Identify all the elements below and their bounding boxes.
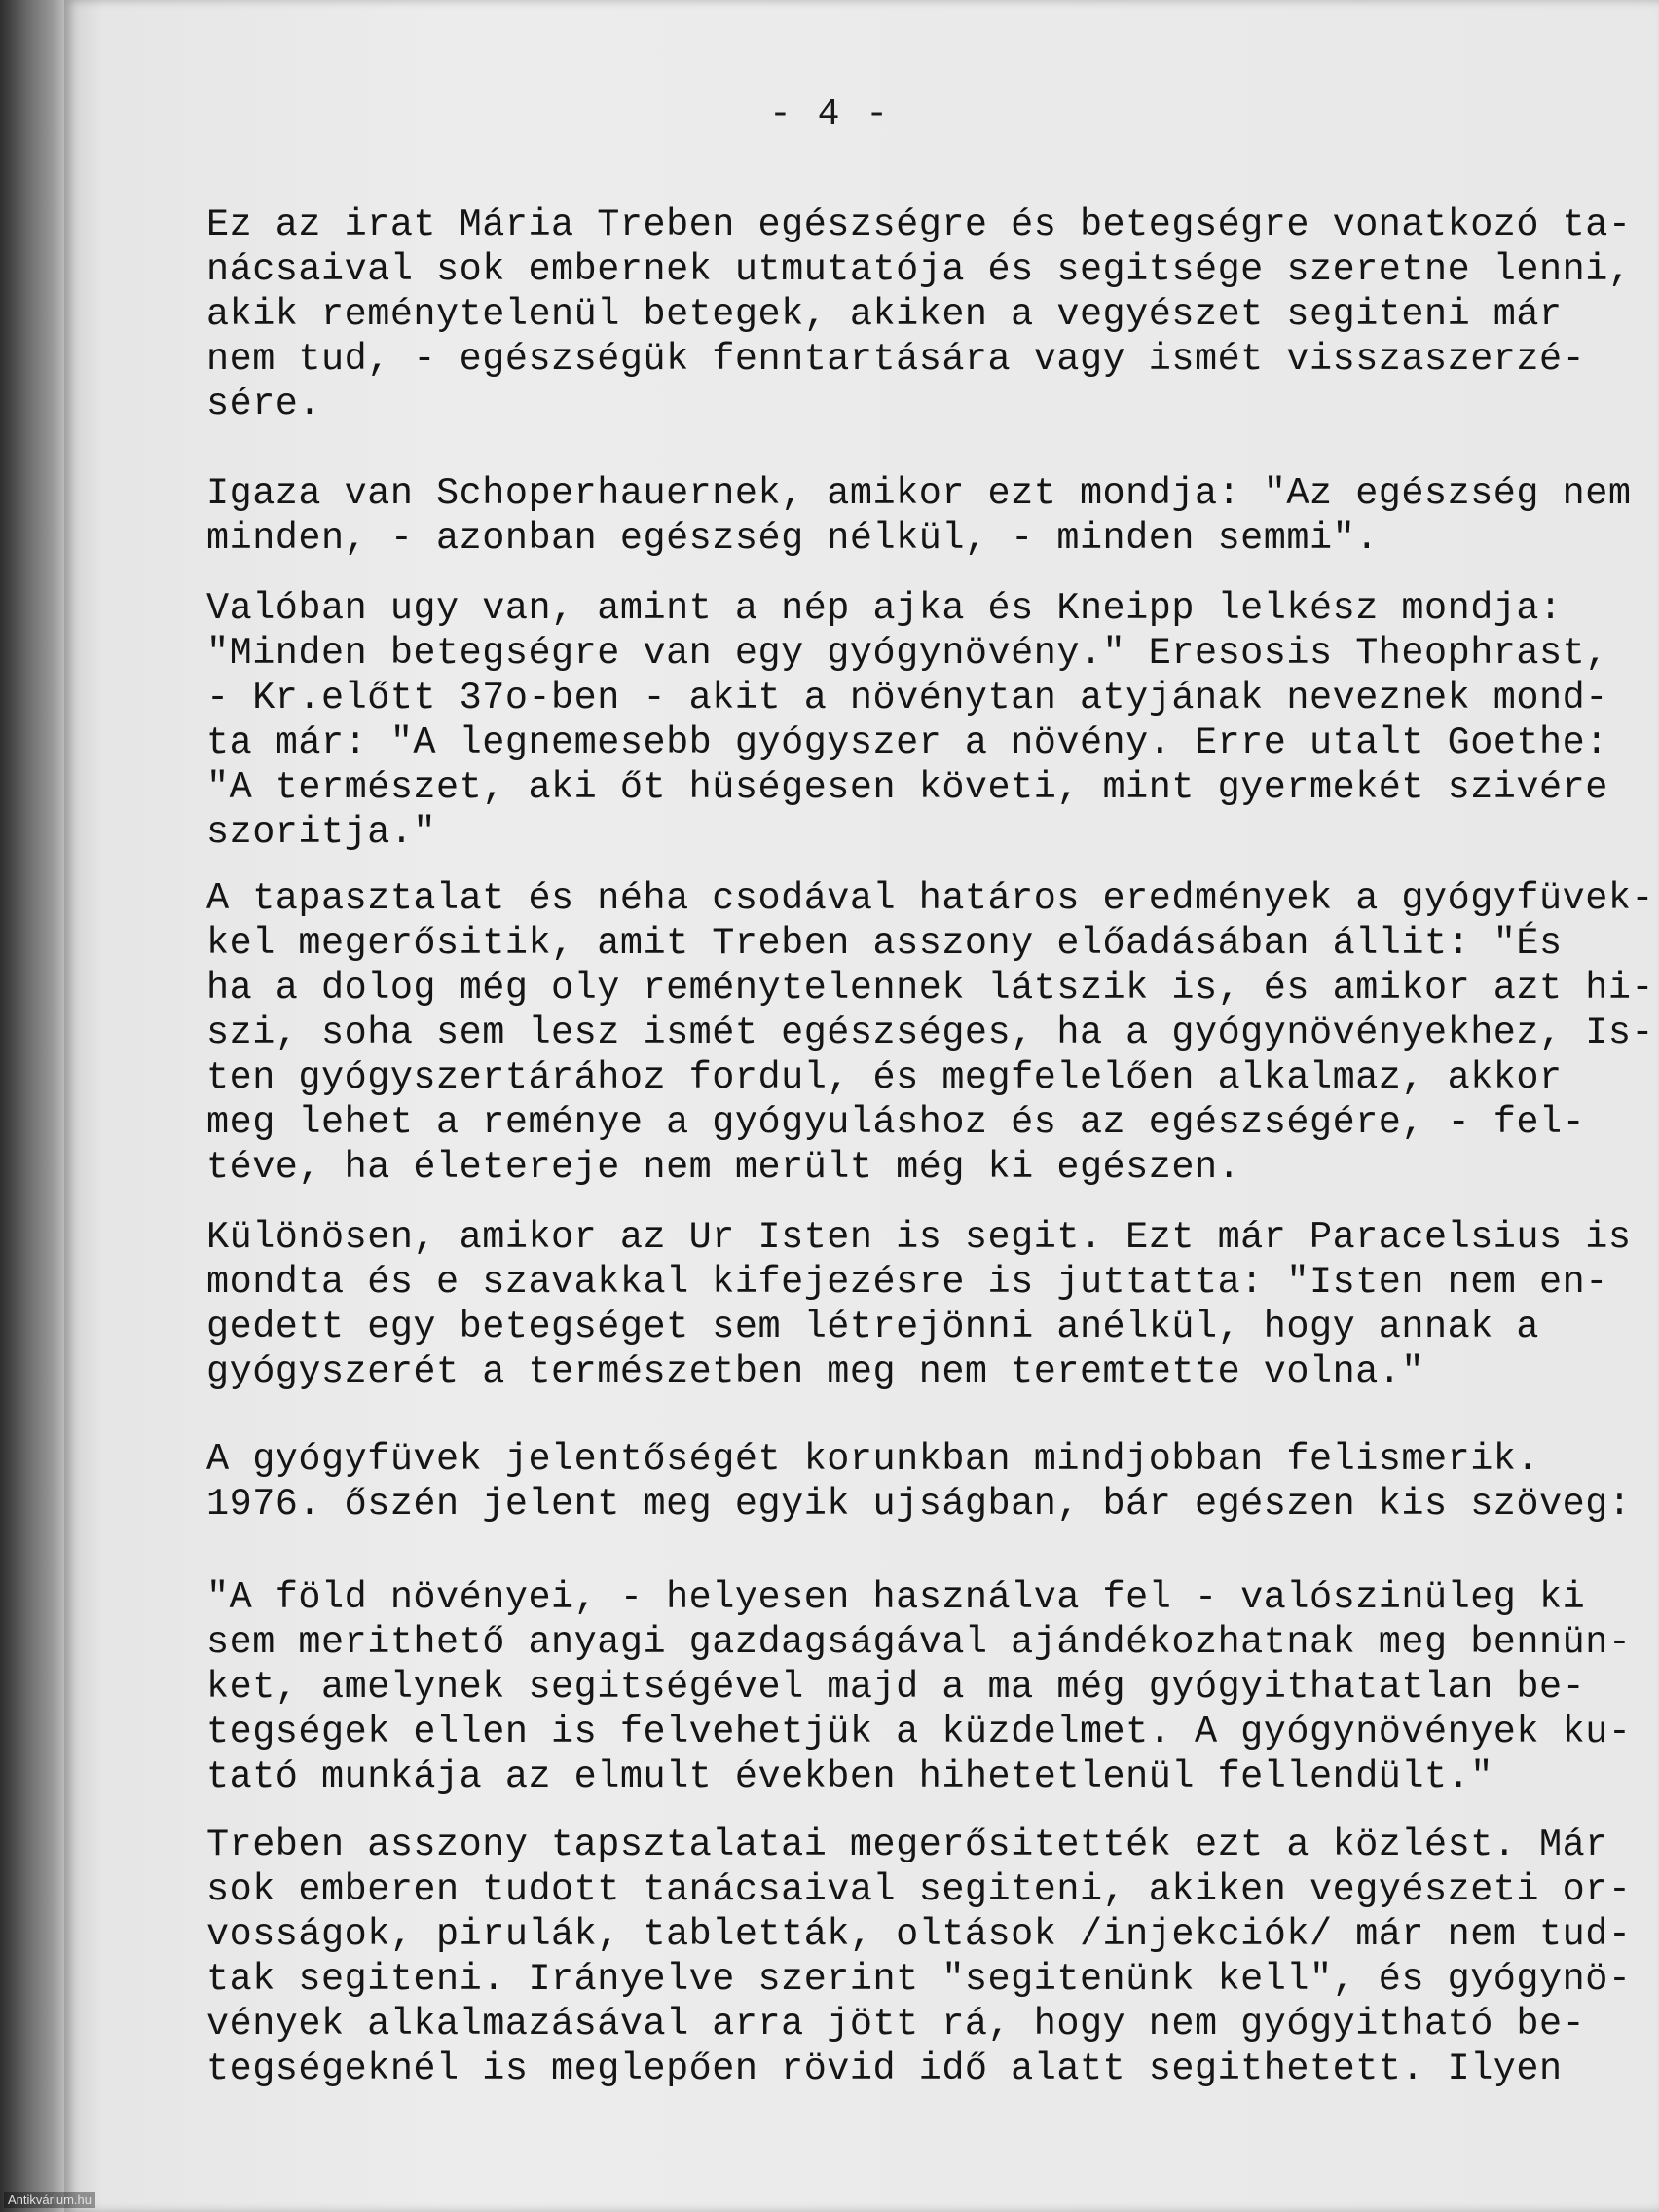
text-line: akik reménytelenül betegek, akiken a vegyészet segiteni már: [206, 293, 1563, 336]
text-line: szoritja.": [206, 811, 437, 854]
text-line: tegségeknél is meglepően rövid idő alatt segithetett. Ilyen: [206, 2047, 1563, 2090]
paragraph-intro: [206, 203, 1632, 426]
paragraph-paracelsus: [206, 1215, 1632, 1394]
text-line: A tapasztalat és néha csodával határos eredmények a gyógyfüvek-: [206, 877, 1655, 920]
text-line: "A természet, aki őt hüségesen követi, mint gyermekét szivére: [206, 766, 1608, 809]
text-line: vények alkalmazásával arra jött rá, hogy nem gyógyitható be-: [206, 2003, 1586, 2046]
text-line: Ez az irat Mária Treben egészségre és betegségre vonatkozó ta-: [206, 203, 1632, 246]
page-number: - 4 -: [768, 93, 891, 135]
paragraph-kneipp-theophrast: [206, 586, 1628, 855]
text-line: gyógyszerét a természetben meg nem teremtette volna.": [206, 1350, 1424, 1393]
text-line: sok emberen tudott tanácsaival segiteni, akiken vegyészeti or-: [206, 1868, 1632, 1911]
text-line: szi, soha sem lesz ismét egészséges, ha a gyógynövényekhez, Is-: [206, 1012, 1655, 1054]
text-line: 1976. őszén jelent meg egyik ujságban, bár egészen kis szöveg:: [206, 1483, 1632, 1526]
paragraph-schopenhauer-quote: [206, 471, 1632, 561]
paragraph-treben-experience: [206, 1823, 1632, 2091]
text-line: nem tud, - egészségük fenntartására vagy ismét visszaszerzé-: [206, 338, 1586, 381]
text-line: ten gyógyszertárához fordul, és megfelelően alkalmaz, akkor: [206, 1056, 1563, 1099]
paragraph-experience: [206, 876, 1655, 1190]
text-line: sem merithető anyagi gazdagságával ajándékozhatnak meg bennün-: [206, 1621, 1632, 1664]
text-line: A gyógyfüvek jelentőségét korunkban mindjobban felismerik.: [206, 1438, 1540, 1481]
text-line: Különösen, amikor az Ur Isten is segit. Ezt már Paracelsius is: [206, 1216, 1632, 1259]
text-line: téve, ha életereje nem merült még ki egészen.: [206, 1146, 1241, 1189]
book-binding-edge: [0, 0, 68, 2212]
text-line: Treben asszony tapsztalatai megerősitették ezt a közlést. Már: [206, 1824, 1608, 1866]
text-line: Igaza van Schoperhauernek, amikor ezt mondja: "Az egészség nem: [206, 472, 1632, 515]
text-line: "Minden betegségre van egy gyógynövény." Eresosis Theophrast,: [206, 632, 1608, 675]
text-line: meg lehet a reménye a gyógyuláshoz és az egészségére, - fel-: [206, 1101, 1586, 1144]
text-line: tak segiteni. Irányelve szerint "segitenünk kell", és gyógynö-: [206, 1958, 1632, 2001]
text-line: ket, amelynek segitségével majd a ma még gyógyithatatlan be-: [206, 1666, 1586, 1709]
text-line: vosságok, pirulák, tabletták, oltások /injekciók/ már nem tud-: [206, 1913, 1632, 1956]
paragraph-significance: [206, 1437, 1632, 1527]
text-line: ta már: "A legnemesebb gyógyszer a növény. Erre utalt Goethe:: [206, 721, 1608, 764]
text-line: tegségek ellen is felvehetjük a küzdelmet. A gyógynövények ku-: [206, 1711, 1632, 1753]
text-line: Valóban ugy van, amint a nép ajka és Kneipp lelkész mondja:: [206, 587, 1563, 630]
paragraph-newspaper-quote: [206, 1575, 1632, 1799]
text-line: kel megerősitik, amit Treben asszony előadásában állit: "És: [206, 922, 1563, 965]
text-line: mondta és e szavakkal kifejezésre is juttatta: "Isten nem en-: [206, 1261, 1608, 1304]
text-line: gedett egy betegséget sem létrejönni anélkül, hogy annak a: [206, 1306, 1540, 1348]
text-line: ha a dolog még oly reménytelennek látszik is, és amikor azt hi-: [206, 967, 1655, 1010]
text-line: nácsaival sok embernek utmutatója és segitsége szeretne lenni,: [206, 248, 1632, 291]
text-line: sére.: [206, 383, 322, 425]
text-line: tató munkája az elmult években hihetetlenül fellendült.": [206, 1755, 1493, 1798]
text-line: - Kr.előtt 37o-ben - akit a növénytan atyjának neveznek mond-: [206, 677, 1608, 719]
watermark-label: Antikvárium.hu: [4, 2192, 95, 2208]
text-line: "A föld növényei, - helyesen használva fel - valószinüleg ki: [206, 1576, 1586, 1619]
text-line: minden, - azonban egészség nélkül, - minden semmi".: [206, 517, 1379, 560]
